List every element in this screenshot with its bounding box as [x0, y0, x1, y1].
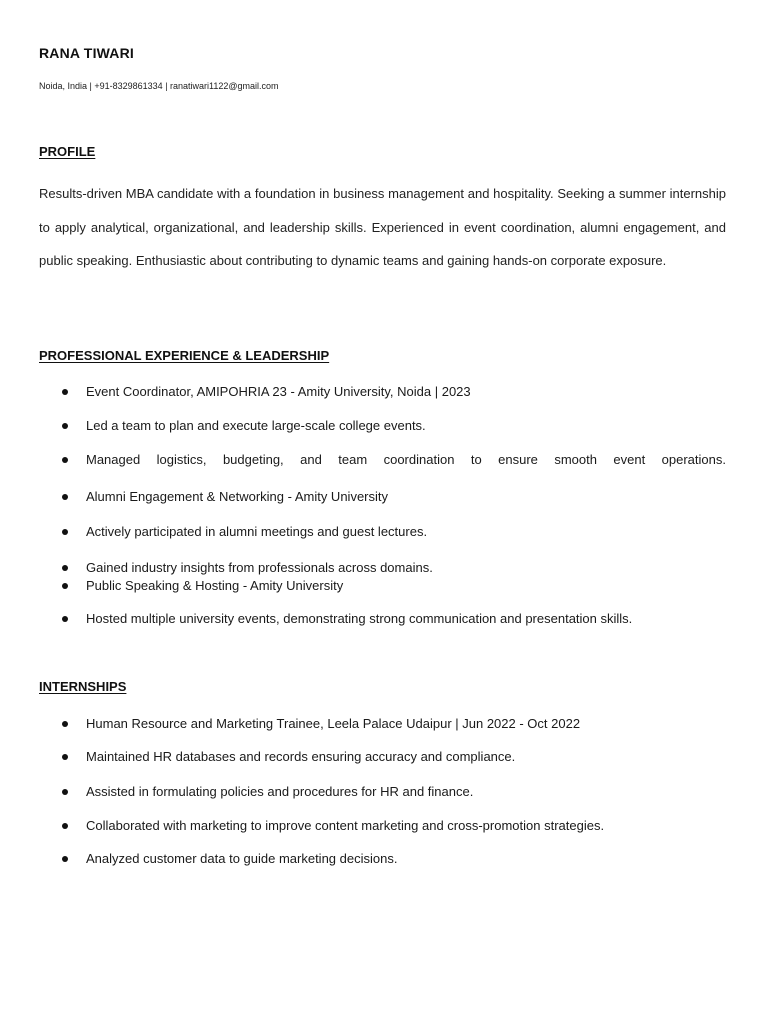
internship-item-text: Human Resource and Marketing Trainee, Leela Palace Udaipur | Jun 2022 - Oct 2022	[86, 716, 581, 731]
contact-line: Noida, India | +91-8329861334 | ranatiwari1122@gmail.com	[39, 81, 279, 91]
bullet-icon	[62, 616, 68, 622]
experience-item	[0, 559, 768, 579]
experience-item-text: Event Coordinator, AMIPOHRIA 23 - Amity University, Noida | 2023	[86, 384, 471, 399]
experience-item-text: Gained industry insights from professionals across domains.	[86, 560, 433, 575]
internship-item	[0, 783, 768, 803]
bullet-icon	[62, 856, 68, 862]
bullet-icon	[62, 529, 68, 535]
bullet-icon	[62, 494, 68, 500]
bullet-icon	[62, 823, 68, 829]
internship-item	[0, 715, 768, 735]
bullet-icon	[62, 583, 68, 589]
experience-item	[0, 417, 768, 437]
internship-item-text: Collaborated with marketing to improve content marketing and cross-promotion strategies.	[86, 818, 605, 833]
internship-item	[0, 850, 768, 870]
experience-item	[0, 577, 768, 597]
experience-item-text: Public Speaking & Hosting - Amity University	[86, 578, 344, 593]
internship-item	[0, 748, 768, 768]
internship-item-text: Maintained HR databases and records ensuring accuracy and compliance.	[86, 749, 516, 764]
experience-heading: PROFESSIONAL EXPERIENCE & LEADERSHIP	[39, 348, 330, 363]
bullet-icon	[62, 389, 68, 395]
experience-item	[0, 488, 768, 508]
candidate-name: RANA TIWARI	[39, 45, 135, 61]
experience-item	[0, 523, 768, 543]
experience-item-text: Actively participated in alumni meetings and guest lectures.	[86, 524, 428, 539]
bullet-icon	[62, 565, 68, 571]
internship-item-text: Analyzed customer data to guide marketing decisions.	[86, 851, 398, 866]
bullet-icon	[62, 754, 68, 760]
experience-item	[0, 383, 768, 403]
experience-item-text: Managed logistics, budgeting, and team coordination to ensure smooth event operations.	[86, 452, 726, 467]
internship-item	[0, 817, 768, 837]
internships-heading: INTERNSHIPS	[39, 679, 127, 694]
experience-item	[0, 610, 768, 630]
experience-item-text: Alumni Engagement & Networking - Amity University	[86, 489, 389, 504]
internship-item-text: Assisted in formulating policies and procedures for HR and finance.	[86, 784, 474, 799]
experience-item-text: Hosted multiple university events, demonstrating strong communication and presentation skills.	[86, 611, 633, 626]
profile-heading: PROFILE	[39, 144, 96, 159]
bullet-icon	[62, 789, 68, 795]
bullet-icon	[62, 457, 68, 463]
experience-item	[0, 451, 768, 471]
bullet-icon	[62, 423, 68, 429]
bullet-icon	[62, 721, 68, 727]
experience-item-text: Led a team to plan and execute large-scale college events.	[86, 418, 426, 433]
profile-summary: Results-driven MBA candidate with a foundation in business management and hospitality. Seeking a summer internship to apply analytical, organizational, and leadership skills. Experienced in event coordination, alumni engagement, and public speaking. Enthusiastic about contributing to dynamic teams and gaining hands-on corporate exposure.	[39, 186, 726, 268]
